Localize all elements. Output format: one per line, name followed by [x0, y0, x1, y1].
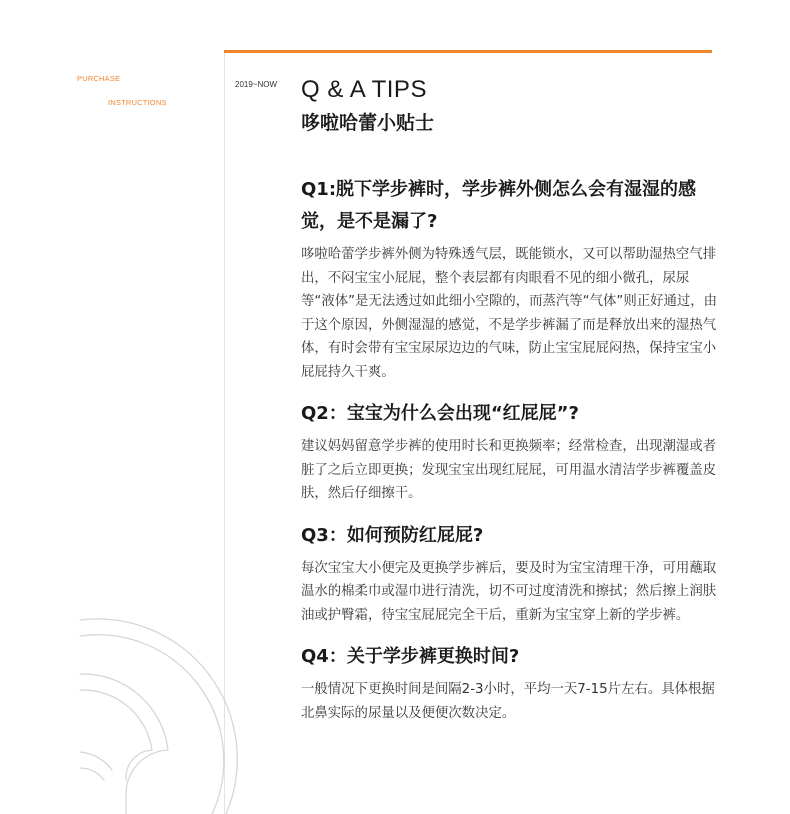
answer-1: 哆啦哈蕾学步裤外侧为特殊透气层，既能锁水，又可以帮助湿热空气排出，不闷宝宝小屁屁，整个表层都有肉眼看不见的细小微孔，尿尿等“液体”是无法透过如此细小空隙的，而蒸汽等“气体”则正好通过，由于这个原因，外侧湿湿的感觉，不是学步裤漏了而是释放出来的湿热气体，有时会带有宝宝尿尿边边的气味，防止宝宝屁屁闷热，保持宝宝小屁屁持久干爽。	[301, 247, 718, 380]
qa-item-2	[301, 398, 721, 506]
swirl-circle-decoration-icon	[0, 590, 240, 814]
answer-4: 一般情况下更换时间是间隔2-3小时，平均一天7-15片左右。具体根据北鼻实际的尿量以及便便次数决定。	[301, 682, 715, 721]
date-range: 2019~NOW	[235, 80, 278, 89]
page-title-en: Q & A TIPS	[301, 76, 427, 103]
question-2: Q2：宝宝为什么会出现“红屁屁”?	[301, 403, 579, 424]
top-accent-rule	[224, 50, 712, 53]
page-title-cn: 哆啦哈蕾小贴士	[301, 112, 435, 134]
qa-item-1	[301, 174, 721, 384]
qa-item-3	[301, 520, 721, 628]
question-4: Q4：关于学步裤更换时间?	[301, 646, 520, 667]
qa-list	[301, 174, 721, 725]
question-1: Q1:脱下学步裤时，学步裤外侧怎么会有湿湿的感觉，是不是漏了?	[301, 179, 697, 232]
answer-3: 每次宝宝大小便完及更换学步裤后，要及时为宝宝清理干净，可用蘸取温水的棉柔巾或湿巾进行清洗，切不可过度清洗和擦拭；然后擦上润肤油或护臀霜，待宝宝屁屁完全干后，重新为宝宝穿上新的学步裤。	[301, 560, 717, 623]
answer-2: 建议妈妈留意学步裤的使用时长和更换频率；经常检查，出现潮湿或者脏了之后立即更换；发现宝宝出现红屁屁，可用温水清洁学步裤覆盖皮肤，然后仔细擦干。	[301, 439, 717, 501]
qa-item-4	[301, 641, 721, 725]
sidebar-label-purchase: PURCHASE	[77, 74, 121, 83]
question-3: Q3：如何预防红屁屁?	[301, 524, 484, 546]
sidebar-label-instructions: INSTRUCTIONS	[108, 98, 167, 107]
